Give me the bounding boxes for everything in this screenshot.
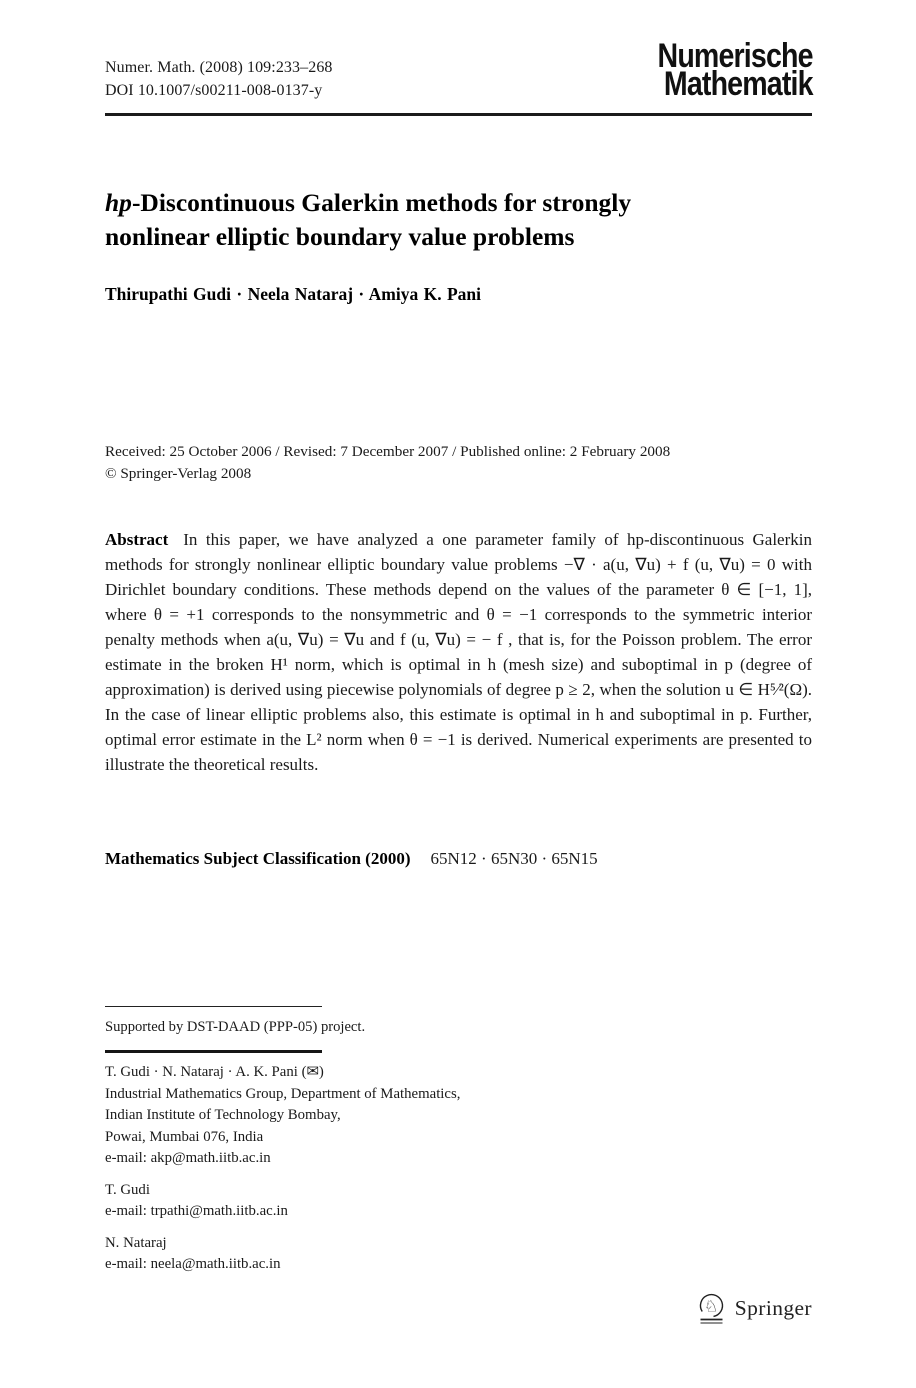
abstract-paragraph	[105, 527, 812, 777]
journal-wordmark-line2: Mathematik	[664, 65, 813, 103]
header-divider-rule	[105, 113, 812, 116]
doi-line: DOI 10.1007/s00211-008-0137-y	[105, 81, 323, 99]
footnote-rule-thick	[105, 1050, 322, 1053]
svg-text:♘: ♘	[703, 1296, 719, 1316]
header-citation-block	[105, 57, 333, 102]
msc-line	[105, 849, 812, 869]
author-name-nataraj: N. Nataraj	[105, 1234, 167, 1251]
title-line1: -Discontinuous Galerkin methods for strongly	[131, 188, 632, 217]
affiliation-email-nataraj: e-mail: neela@math.iitb.ac.in	[105, 1256, 281, 1272]
affiliation-block-main	[105, 1062, 555, 1170]
affiliation-email-akp: e-mail: akp@math.iitb.ac.in	[105, 1150, 271, 1166]
author-name-gudi: T. Gudi	[105, 1181, 150, 1198]
journal-wordmark	[657, 37, 813, 103]
publisher-name: Springer	[734, 1296, 812, 1320]
abstract-text: In this paper, we have analyzed a one parameter family of hp-discontinuous Galerkin methods for strongly nonlinear elliptic boundary value problems −∇ · a(u, ∇u) + f (u, ∇u) = 0 with Dirichlet boundary conditions. These methods depend on the values of the parameter θ ∈ [−1, 1], where θ = +1 corresponds to the nonsymmetric and θ = −1 corresponds to the symmetric interior penalty methods when a(u, ∇u) = ∇u and f (u, ∇u) = − f , that is, for the Poisson problem. The error estimate in the broken H¹ norm, which is optimal in h (mesh size) and suboptimal in p (degree of approximation) is derived using piecewise polynomials of degree p ≥ 2, when the solution u ∈ H⁵⁄²(Ω). In the case of linear elliptic problems also, this estimate is optimal in h and suboptimal in p. Further, optimal error estimate in the L² norm when θ = −1 is derived. Numerical experiments are presented to illustrate the theoretical results.	[105, 530, 812, 774]
abstract-label: Abstract	[105, 530, 169, 549]
affiliation-block-gudi	[105, 1180, 555, 1223]
affiliation-city-line: Powai, Mumbai 076, India	[105, 1128, 264, 1145]
paper-title	[105, 186, 825, 254]
affiliation-email-gudi: e-mail: trpathi@math.iitb.ac.in	[105, 1203, 288, 1219]
citation-line: Numer. Math. (2008) 109:233–268	[105, 59, 333, 76]
support-note: Supported by DST-DAAD (PPP-05) project.	[105, 1019, 366, 1035]
affiliations	[105, 1062, 555, 1286]
received-line: Received: 25 October 2006 / Revised: 7 December 2007 / Published online: 2 February 2008	[105, 443, 671, 460]
publisher-logo	[697, 1292, 812, 1325]
footnote-rule-thin	[105, 1006, 322, 1007]
msc-values: 65N12 · 65N30 · 65N15	[430, 849, 598, 868]
authors-line: Thirupathi Gudi · Neela Nataraj · Amiya K. Pani	[105, 284, 482, 304]
springer-horse-icon	[697, 1292, 728, 1325]
copyright-line: © Springer-Verlag 2008	[105, 464, 252, 482]
affiliation-institute-line: Indian Institute of Technology Bombay,	[105, 1107, 341, 1123]
affiliation-authors-line: T. Gudi · N. Nataraj · A. K. Pani (✉)	[105, 1064, 324, 1080]
title-italic-prefix: hp	[105, 188, 132, 217]
msc-label: Mathematics Subject Classification (2000)	[105, 849, 411, 868]
journal-wordmark-line1: Numerische	[657, 37, 813, 75]
affiliation-block-nataraj	[105, 1233, 555, 1276]
publication-history	[105, 441, 670, 484]
title-line2: nonlinear elliptic boundary value problems	[105, 222, 575, 251]
affiliation-dept-line: Industrial Mathematics Group, Department of Mathematics,	[105, 1085, 461, 1102]
